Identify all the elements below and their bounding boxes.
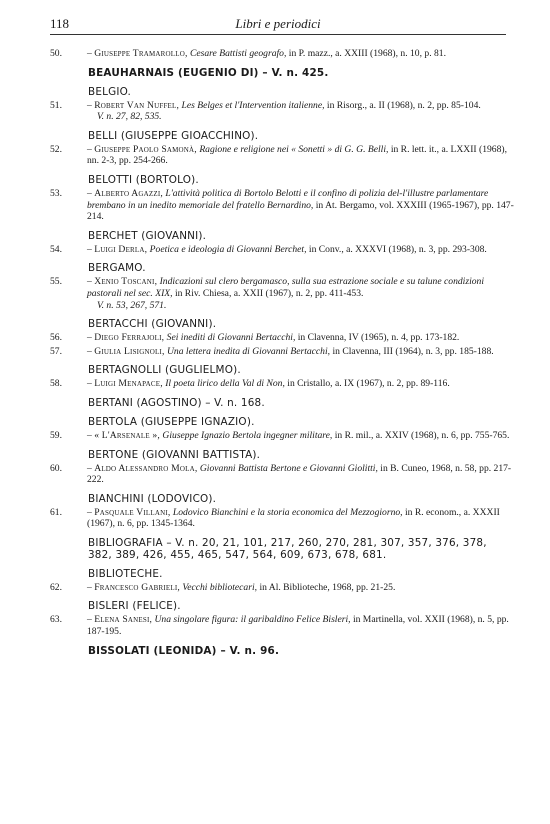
entry-number: 55. xyxy=(50,276,62,288)
entry-source: in R. econom., a. XXXII (1967), n. 6, pp. 1345-1364. xyxy=(87,506,500,530)
entry-source: in At. Bergamo, vol. XXXIII (1965-1967), pp. 147-214. xyxy=(87,199,514,223)
bibliography-body xyxy=(50,46,520,658)
bibliography-entry: 63. – Elena Sanesi, Una singolare figura: il garibaldino Felice Bisleri, in Martinella, vol. XXII (1968), n. 5, pp. 187-195. xyxy=(50,614,509,638)
entry-author: Xenio Toscani, xyxy=(94,276,158,288)
entry-title: Una singolare figura: il garibaldino Felice Bisleri, xyxy=(154,614,351,626)
entry-source: in Risorg., a. II (1968), n. 2, pp. 85-104. xyxy=(326,99,481,111)
entry-title: Poetica e ideologia di Giovanni Berchet, xyxy=(149,243,307,255)
entry-author: Alberto Agazzi, xyxy=(94,187,163,199)
entry-title: Vecchi bibliotecari, xyxy=(182,581,258,593)
bibliography-entry: 52. – Giuseppe Paolo Samonà, Ragione e religione nei « Sonetti » di G. G. Belli, in R. lett. it., a. LXXII (1968), nn. 2-3, pp. 254-266. xyxy=(50,143,507,167)
entry-source: in Clavenna, IV (1965), n. 4, pp. 173-182. xyxy=(297,332,460,344)
section-heading: BISSOLATI (LEONIDA) – V. n. 96. xyxy=(88,644,280,657)
entry-source: in Riv. Chiesa, a. XXII (1967), n. 2, pp. 411-453. xyxy=(174,287,364,299)
entry-number: 60. xyxy=(50,462,62,474)
section-heading: BELOTTI (BORTOLO). xyxy=(88,173,199,186)
section-heading: BERTACCHI (GIOVANNI). xyxy=(88,318,217,331)
bibliography-entry: 58. – Luigi Menapace, Il poeta lirico della Val di Non, in Cristallo, a. IX (1967), n. 2, pp. 89-116. xyxy=(50,378,450,390)
entry-title: Una lettera inedita di Giovanni Bertacchi, xyxy=(166,345,331,357)
entry-title: Ragione e religione nei « Sonetti » di G. G. Belli, xyxy=(199,143,389,155)
bibliography-entry: 54. – Luigi Derla, Poetica e ideologia di Giovanni Berchet, in Conv., a. XXXVI (1968), n. 3, pp. 293-308. xyxy=(50,243,487,255)
section-heading: BERTOLA (GIUSEPPE IGNAZIO). xyxy=(88,415,255,428)
section-heading: BERGAMO. xyxy=(88,262,146,275)
page-header xyxy=(50,16,506,35)
entry-author: Aldo Alessandro Mola, xyxy=(94,462,198,474)
entry-number: 53. xyxy=(50,187,62,199)
section-heading: BERCHET (GIOVANNI). xyxy=(88,229,207,242)
bibliography-entry: 61. – Pasquale Villani, Lodovico Bianchini e la storia economica del Mezzogiorno, in R. econom., a. XXXII (1967), n. 6, pp. 1345-1364. xyxy=(50,506,500,530)
entry-number: 51. xyxy=(50,99,62,111)
section-heading: BELLI (GIUSEPPE GIOACCHINO). xyxy=(88,129,259,142)
entry-number: 56. xyxy=(50,332,62,344)
entry-title: Giovanni Battista Bertone e Giovanni Giolitti, xyxy=(199,462,378,474)
entry-title: Les Belges et l'Intervention italienne, xyxy=(181,99,325,111)
section-heading: BIBLIOTECHE. xyxy=(88,567,163,580)
entry-author: Luigi Derla, xyxy=(94,243,148,255)
entry-source: in R. mil., a. XXIV (1968), n. 6, pp. 755-765. xyxy=(334,429,510,441)
entry-author: Giuseppe Paolo Samonà, xyxy=(94,143,197,155)
entry-number: 57. xyxy=(50,345,62,357)
entry-source: in R. lett. it., a. LXXII (1968), nn. 2-3, pp. 254-266. xyxy=(87,143,507,167)
bibliography-entry: 56. – Diego Ferrajoli, Sei inediti di Giovanni Bertacchi, in Clavenna, IV (1965), n. 4, pp. 173-182. xyxy=(50,332,460,344)
bibliography-entry: 51. – Robert Van Nuffel, Les Belges et l'Intervention italienne, in Risorg., a. II (1968), n. 2, pp. 85-104. V. n. 27, 82, 535. xyxy=(50,100,520,123)
bibliography-entry: 57. – Giulia Lisignoli, Una lettera inedita di Giovanni Bertacchi, in Clavenna, III (1964), n. 3, pp. 185-188. xyxy=(50,345,494,357)
entry-source: in Conv., a. XXXVI (1968), n. 3, pp. 293-308. xyxy=(308,243,487,255)
entry-title: Cesare Battisti geografo, xyxy=(189,48,287,59)
entry-author: Elena Sanesi, xyxy=(94,614,153,626)
entry-author: Diego Ferrajoli, xyxy=(94,332,165,344)
entry-title: Lodovico Bianchini e la storia economica del Mezzogiorno, xyxy=(172,506,403,518)
entry-author: « L'Arsenale », xyxy=(94,429,161,441)
entry-title: Indicazioni sul clero bergamasco, sulla sua estrazione sociale e su talune condizioni pastorali nel sec. XIX, xyxy=(87,276,484,299)
running-title: Libri e periodici xyxy=(235,16,321,31)
entry-title: Giuseppe Ignazio Bertola ingegner militare, xyxy=(162,429,333,441)
bibliography-entry: 53. – Alberto Agazzi, L'attività politica di Bortolo Belotti e il confino di polizia del-l'illustre parlamentare brembano in un inedito memoriale del fratello Bernardino, in At. Bergamo, vol. XXXIII (1965-1967), pp. 147-214. xyxy=(50,187,514,223)
entry-title: Sei inediti di Giovanni Bertacchi, xyxy=(166,332,296,344)
bibliography-entry: 62. – Francesco Gabrieli, Vecchi bibliotecari, in Al. Biblioteche, 1968, pp. 21-25. xyxy=(50,581,396,593)
entry-source: in P. mazz., a. XXIII (1968), n. 10, p. 81. xyxy=(288,48,446,59)
cross-reference: V. n. 27, 82, 535. xyxy=(97,111,162,123)
entry-title: Il poeta lirico della Val di Non, xyxy=(165,378,285,390)
entry-number: 62. xyxy=(50,581,62,593)
entry-number: 63. xyxy=(50,614,62,626)
section-heading: BERTONE (GIOVANNI BATTISTA). xyxy=(88,448,261,461)
page-number: 118 xyxy=(50,16,70,31)
entry-author: Giulia Lisignoli, xyxy=(94,345,165,357)
entry-number: 58. xyxy=(50,378,62,390)
bibliography-entry: 60. – Aldo Alessandro Mola, Giovanni Battista Bertone e Giovanni Giolitti, in B. Cuneo, 1968, n. 58, pp. 217-222. xyxy=(50,462,512,486)
entry-source: in Al. Biblioteche, 1968, pp. 21-25. xyxy=(259,581,396,593)
section-heading: BERTAGNOLLI (GUGLIELMO). xyxy=(88,364,241,377)
entry-author: Robert Van Nuffel, xyxy=(94,99,180,111)
entry-number: 59. xyxy=(50,429,62,441)
bibliography-entry: 50. – Giuseppe Tramarollo, Cesare Battisti geografo, in P. mazz., a. XXIII (1968), n. 10, p. 81. xyxy=(50,48,446,59)
entry-source: in B. Cuneo, 1968, n. 58, pp. 217-222. xyxy=(87,462,512,486)
bibliography-entry: 55. – Xenio Toscani, Indicazioni sul clero bergamasco, sulla sua estrazione sociale e su talune condizioni pastorali nel sec. XIX, in Riv. Chiesa, a. XXII (1967), n. 2, pp. 411-453. V. n. 53, 267, 571. xyxy=(50,276,520,311)
entry-source: in Martinella, vol. XXII (1968), n. 5, pp. 187-195. xyxy=(87,614,509,638)
entry-author: Francesco Gabrieli, xyxy=(94,581,181,593)
section-heading: BEAUHARNAIS (EUGENIO DI) – V. n. 425. xyxy=(88,66,329,79)
entry-number: 52. xyxy=(50,143,62,155)
section-heading: BIANCHINI (LODOVICO). xyxy=(88,492,217,505)
section-heading: BERTANI (AGOSTINO) – V. n. 168. xyxy=(88,396,265,409)
entry-title: L'attività politica di Bortolo Belotti e il confino di polizia del-l'illustre parlamentare brembano in un inedito memoriale del fratello Bernardino, xyxy=(87,187,489,211)
entry-number: 61. xyxy=(50,506,62,518)
entry-author: Pasquale Villani, xyxy=(94,506,171,518)
cross-reference: V. n. 53, 267, 571. xyxy=(97,299,167,311)
entry-number: 54. xyxy=(50,243,62,255)
section-heading: BISLERI (FELICE). xyxy=(88,600,181,613)
entry-source: in Cristallo, a. IX (1967), n. 2, pp. 89-116. xyxy=(287,378,450,390)
entry-author: Giuseppe Tramarollo, xyxy=(94,48,188,59)
section-heading: BIBLIOGRAFIA – V. n. 20, 21, 101, 217, 260, 270, 281, 307, 357, 376, 378, 382, 389, 426, 455, 465, 547, 564, 609, 673, 678, 681. xyxy=(88,536,487,561)
entry-source: in Clavenna, III (1964), n. 3, pp. 185-188. xyxy=(332,345,494,357)
entry-number: 50. xyxy=(50,48,62,59)
section-heading: BELGIO. xyxy=(88,85,132,98)
bibliography-entry: 59. – « L'Arsenale », Giuseppe Ignazio Bertola ingegner militare, in R. mil., a. XXIV (1968), n. 6, pp. 755-765. xyxy=(50,429,510,441)
entry-author: Luigi Menapace, xyxy=(94,378,163,390)
